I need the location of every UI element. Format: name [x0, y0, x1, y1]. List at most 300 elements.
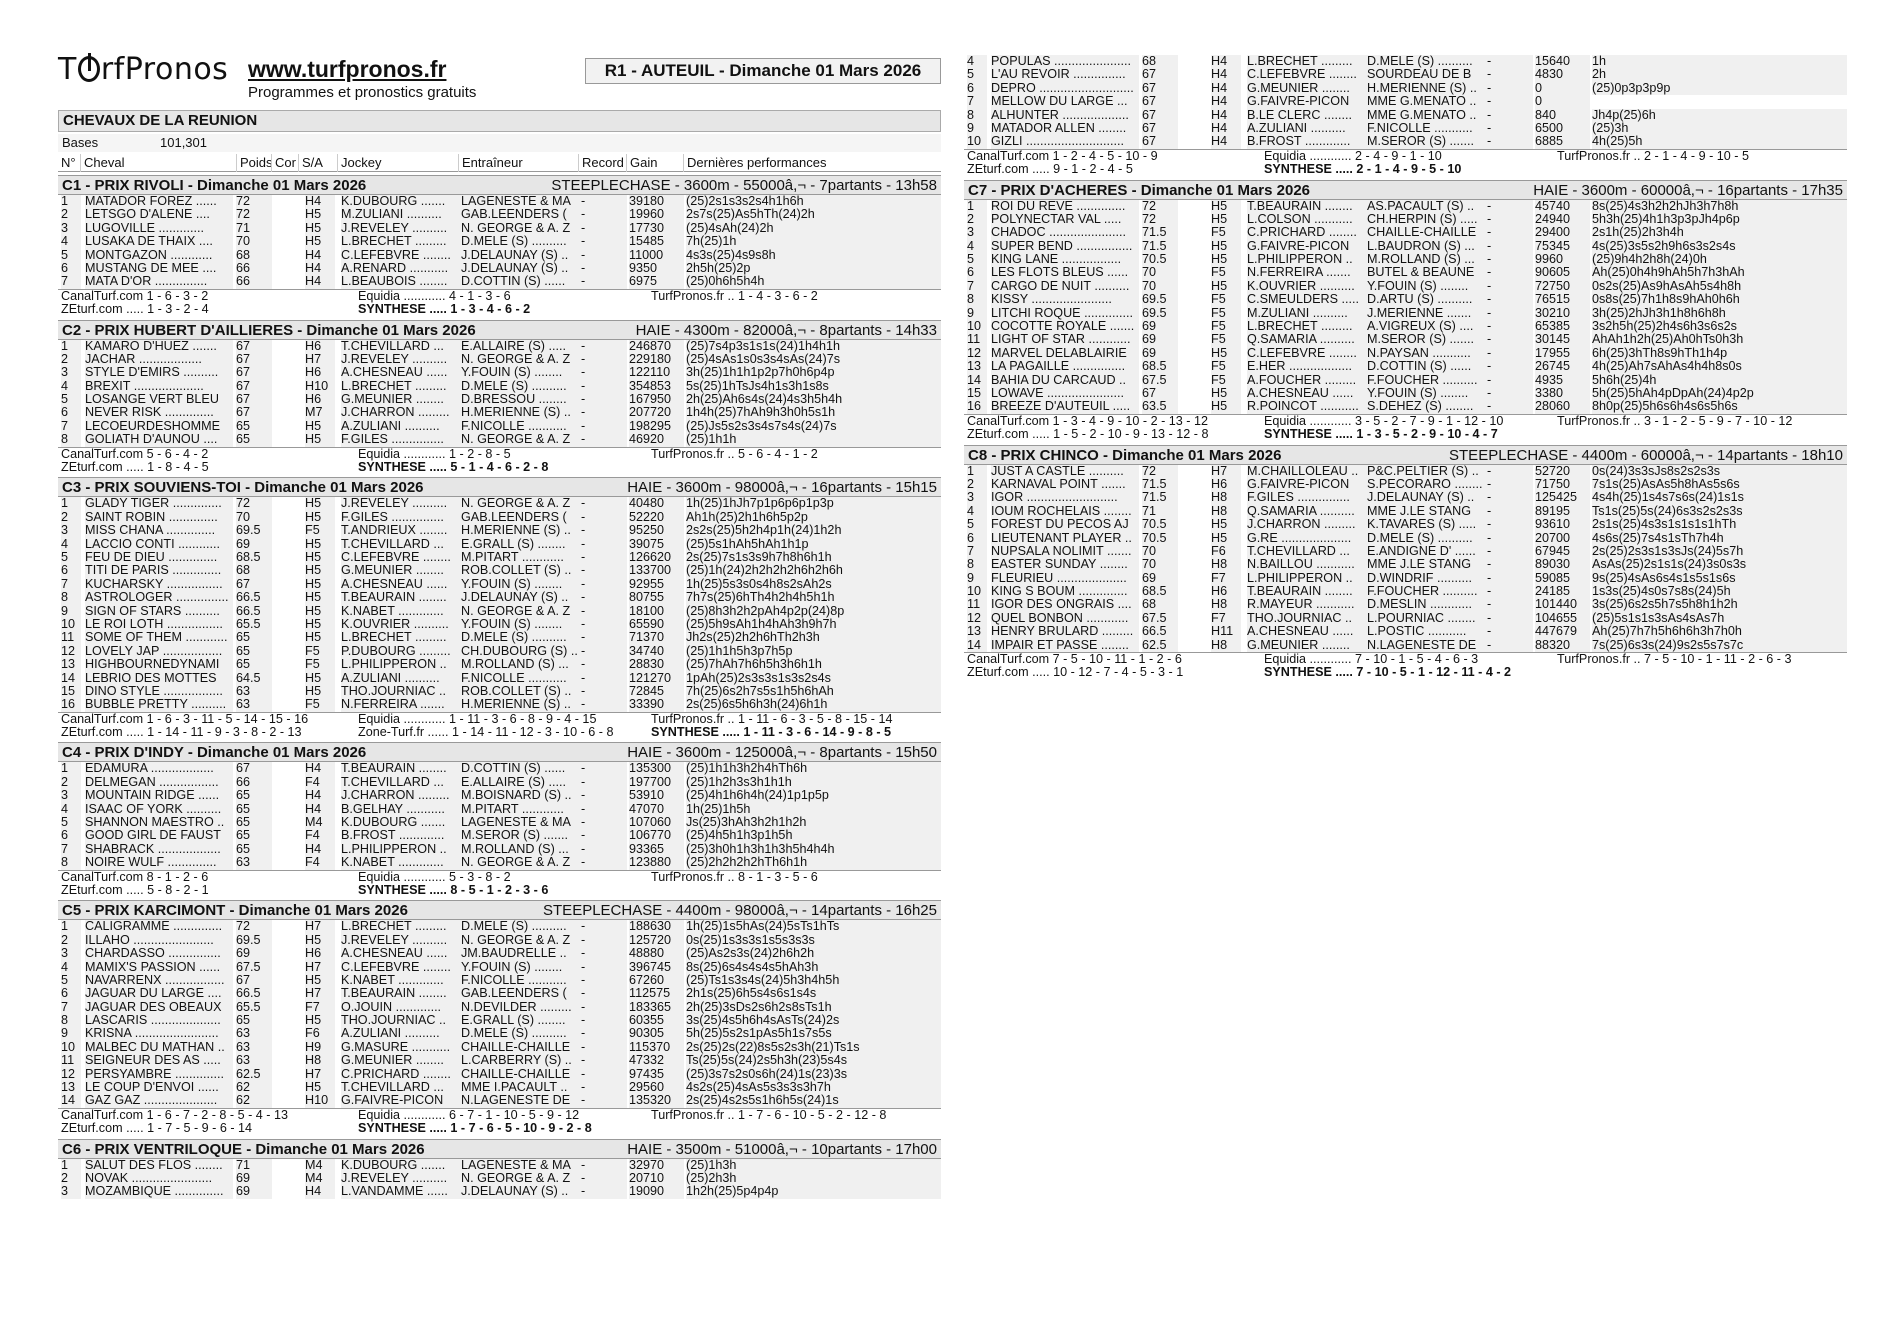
runner-trainer: H.MERIENNE (S) ..: [461, 406, 581, 419]
runner-trainer: Y.FOUIN (S) ........: [461, 366, 581, 379]
runner-weight: 66.5: [236, 591, 272, 604]
runner-gain: 20710: [629, 1172, 684, 1185]
runner-performances: 1h(25)5s3s0s4h8s2sAh2s: [686, 578, 941, 591]
site-url-link[interactable]: www.turfpronos.fr: [248, 56, 447, 82]
left-column: [58, 52, 941, 1199]
runner-sex-age: H5: [305, 420, 335, 433]
runner-sex-age: H8: [1211, 598, 1241, 611]
runner-trainer: D.COTTIN (S) ......: [461, 275, 581, 288]
runner-sex-age: F5: [305, 645, 335, 658]
runner-number: 10: [61, 618, 81, 631]
runner-jockey: T.BEAURAIN ........: [341, 762, 461, 775]
runner-jockey: M.CHAILLOLEAU ..: [1247, 465, 1367, 478]
runner-number: 4: [61, 961, 81, 974]
reunion-title: CHEVAUX DE LA REUNION: [58, 110, 941, 132]
runner-trainer: CHAILLE-CHAILLE: [461, 1068, 581, 1081]
runner-record: -: [581, 511, 627, 524]
race-title-bar: [58, 900, 941, 920]
runner-sex-age: M7: [305, 406, 335, 419]
race-info: STEEPLECHASE - 4400m - 60000â,¬ - 14partants - 18h10: [1449, 446, 1843, 464]
runner-row: [58, 856, 941, 869]
runner-number: 1: [61, 762, 81, 775]
runner-sex-age: H4: [305, 195, 335, 208]
runner-performances: (25)7s4p3s1s1s(24)1h4h1h: [686, 340, 941, 353]
runner-performances: (25)2h3h: [686, 1172, 941, 1185]
runner-row: [964, 347, 1847, 360]
runner-trainer: N. GEORGE & A. Z: [461, 353, 581, 366]
runner-performances: AsAs(25)2s1s1s(24)3s0s3s: [1592, 558, 1847, 571]
runner-gain: 48880: [629, 947, 684, 960]
runner-gain: 89195: [1535, 505, 1590, 518]
runner-jockey: T.CHEVILLARD ...: [341, 776, 461, 789]
runner-weight: 68.5: [236, 551, 272, 564]
runner-gain: 59085: [1535, 572, 1590, 585]
runner-weight: 70: [1142, 266, 1178, 279]
horse-name: NUPSALA NOLIMIT .......: [991, 545, 1139, 558]
horse-name: IMPAIR ET PASSE ........: [991, 639, 1139, 652]
runner-record: -: [581, 262, 627, 275]
race-block: [964, 55, 1847, 177]
runner-jockey: K.DUBOURG .......: [341, 816, 461, 829]
runner-trainer: LAGENESTE & MA: [461, 195, 581, 208]
race-title: C8 - PRIX CHINCO - Dimanche 01 Mars 2026: [968, 446, 1282, 464]
runner-performances: (25)9h4h2h8h(24)0h: [1592, 253, 1847, 266]
runner-trainer: D.MELE (S) ..........: [1367, 532, 1487, 545]
race-info: HAIE - 4300m - 82000â,¬ - 8partants - 14h33: [635, 321, 937, 339]
runner-jockey: R.POINCOT ...........: [1247, 400, 1367, 413]
runner-gain: 6885: [1535, 135, 1590, 148]
horse-name: POLYNECTAR VAL .....: [991, 213, 1139, 226]
runner-gain: 53910: [629, 789, 684, 802]
race-title-bar: [58, 1139, 941, 1159]
horse-name: IGOR ..........................: [991, 491, 1139, 504]
horse-name: GLADY TIGER ..............: [85, 497, 233, 510]
runner-performances: 7h(25)6s2h7s5s1h5h6hAh: [686, 685, 941, 698]
runner-record: -: [581, 947, 627, 960]
runner-jockey: THO.JOURNIAC ..: [1247, 612, 1367, 625]
runner-jockey: B.FROST .............: [1247, 135, 1367, 148]
runner-gain: 167950: [629, 393, 684, 406]
runner-trainer: E.ANDIGNE D' ......: [1367, 545, 1487, 558]
runner-gain: 67260: [629, 974, 684, 987]
runner-sex-age: F7: [305, 1001, 335, 1014]
runner-gain: 6500: [1535, 122, 1590, 135]
runner-number: 8: [61, 433, 81, 446]
runner-performances: (25)3h0h1h3h1h3h5h4h4h: [686, 843, 941, 856]
runner-gain: 125720: [629, 934, 684, 947]
runner-row: [964, 374, 1847, 387]
runner-row: [58, 658, 941, 671]
runner-jockey: C.LEFEBVRE ........: [341, 249, 461, 262]
runner-weight: 67: [236, 380, 272, 393]
prono-footer: [58, 870, 941, 898]
runner-trainer: CH.HERPIN (S) .....: [1367, 213, 1487, 226]
horse-name: MELLOW DU LARGE ...: [991, 95, 1139, 108]
runner-trainer: M.ROLLAND (S) ...: [1367, 253, 1487, 266]
runner-record: -: [1487, 612, 1533, 625]
runner-weight: 69: [236, 947, 272, 960]
runner-trainer: N. GEORGE & A. Z: [461, 497, 581, 510]
prono-source-a: CanalTurf.com 7 - 5 - 10 - 11 - 1 - 2 - 6: [967, 652, 1182, 667]
runner-trainer: SOURDEAU DE B: [1367, 68, 1487, 81]
runner-jockey: A.RENARD ...........: [341, 262, 461, 275]
runner-sex-age: H10: [305, 1094, 335, 1107]
runner-record: -: [581, 658, 627, 671]
runner-row: [964, 135, 1847, 148]
prono-source-a: CanalTurf.com 1 - 6 - 3 - 2: [61, 288, 209, 303]
runner-row: [964, 478, 1847, 491]
runner-row: [964, 387, 1847, 400]
runner-weight: 63: [236, 1054, 272, 1067]
runner-record: -: [1487, 293, 1533, 306]
runner-number: 4: [967, 505, 987, 518]
horse-name: MALBEC DU MATHAN ..: [85, 1041, 233, 1054]
runner-record: -: [581, 497, 627, 510]
runner-performances: 3h(25)2hJh3h1h8h6h8h: [1592, 307, 1847, 320]
runner-gain: 65385: [1535, 320, 1590, 333]
runner-record: -: [581, 275, 627, 288]
prono-source-b: Equidia ............ 7 - 10 - 1 - 5 - 4 - 6 - 3: [1264, 652, 1479, 667]
runner-jockey: L.BRECHET .........: [341, 920, 461, 933]
runner-gain: 28060: [1535, 400, 1590, 413]
runner-gain: 29400: [1535, 226, 1590, 239]
runner-record: -: [581, 380, 627, 393]
runner-number: 3: [61, 789, 81, 802]
horse-name: MARVEL DELABLAIRIE: [991, 347, 1139, 360]
runner-trainer: Y.FOUIN (S) ........: [461, 961, 581, 974]
horse-name: LACCIO CONTI ............: [85, 538, 233, 551]
runner-record: -: [581, 618, 627, 631]
runner-row: [58, 433, 941, 446]
runner-number: 1: [61, 340, 81, 353]
runner-performances: Jh4p(25)6h: [1592, 109, 1847, 122]
runner-number: 9: [967, 307, 987, 320]
runner-number: 3: [967, 226, 987, 239]
runner-gain: 30145: [1535, 333, 1590, 346]
runner-gain: 90305: [629, 1027, 684, 1040]
runner-row: [58, 249, 941, 262]
runner-trainer: E.GRALL (S) ........: [461, 1014, 581, 1027]
runner-number: 7: [967, 95, 987, 108]
prono-row: [58, 303, 941, 316]
runner-number: 1: [61, 195, 81, 208]
runner-performances: (25)1h1h: [686, 433, 941, 446]
runner-gain: 112575: [629, 987, 684, 1000]
turfpronos-logo: T rfPronos: [58, 52, 229, 87]
runner-gain: 107060: [629, 816, 684, 829]
horse-name: ROI DU REVE ..............: [991, 200, 1139, 213]
runner-record: -: [1487, 333, 1533, 346]
runner-trainer: N. GEORGE & A. Z: [461, 1172, 581, 1185]
right-races: [964, 55, 1847, 680]
runner-trainer: S.DEHEZ (S) ........: [1367, 400, 1487, 413]
runner-row: [58, 393, 941, 406]
runner-number: 3: [61, 222, 81, 235]
runner-row: [964, 122, 1847, 135]
runner-weight: 67: [236, 406, 272, 419]
runner-gain: 0: [1535, 82, 1590, 95]
prono-source-c: SYNTHESE ..... 1 - 11 - 3 - 6 - 14 - 9 - 8 - 5: [651, 725, 892, 740]
runner-row: [58, 631, 941, 644]
runner-record: -: [581, 1027, 627, 1040]
runner-gain: 89030: [1535, 558, 1590, 571]
runner-trainer: E.ALLAIRE (S) .....: [461, 340, 581, 353]
horse-name: KUCHARSKY ................: [85, 578, 233, 591]
runner-gain: 840: [1535, 109, 1590, 122]
runner-weight: 69: [1142, 320, 1178, 333]
prono-source-c: TurfPronos.fr .. 3 - 1 - 2 - 5 - 9 - 7 - 10 - 12: [1557, 413, 1793, 428]
runner-jockey: G.FAIVRE-PICON: [1247, 240, 1367, 253]
runner-record: -: [1487, 253, 1533, 266]
runner-weight: 72: [236, 195, 272, 208]
runner-number: 6: [61, 829, 81, 842]
runner-row: [964, 598, 1847, 611]
runner-performances: 0s(24)3s3sJs8s2s2s3s: [1592, 465, 1847, 478]
runner-record: -: [581, 1054, 627, 1067]
runner-jockey: L.BRECHET .........: [341, 631, 461, 644]
runner-jockey: T.BEAURAIN ........: [341, 987, 461, 1000]
horse-name: MATA D'OR ...............: [85, 275, 233, 288]
runner-number: 1: [61, 1159, 81, 1172]
runner-gain: 75345: [1535, 240, 1590, 253]
runner-record: -: [1487, 109, 1533, 122]
runner-sex-age: F5: [1211, 360, 1241, 373]
prono-footer: [58, 447, 941, 475]
runner-gain: 88320: [1535, 639, 1590, 652]
runner-row: [58, 511, 941, 524]
runner-number: 3: [61, 1185, 81, 1198]
runner-number: 2: [61, 208, 81, 221]
runner-performances: (25)2s1s3s2s4h1h6h: [686, 195, 941, 208]
runner-jockey: F.GILES ...............: [341, 511, 461, 524]
runner-gain: 17955: [1535, 347, 1590, 360]
runner-sex-age: H5: [305, 974, 335, 987]
runner-gain: 0: [1535, 95, 1590, 108]
runner-number: 4: [61, 235, 81, 248]
runner-performances: 8h0p(25)5h6s6h4s6s5h6s: [1592, 400, 1847, 413]
runner-performances: 4s6s(25)7s4s1sTh7h4h: [1592, 532, 1847, 545]
runner-jockey: L.PHILIPPERON ..: [341, 658, 461, 671]
runner-number: 4: [61, 803, 81, 816]
runner-performances: (25)Js5s2s3s4s7s4s(24)7s: [686, 420, 941, 433]
runner-weight: 70: [1142, 545, 1178, 558]
runner-trainer: F.NICOLLE ...........: [461, 974, 581, 987]
runner-jockey: T.CHEVILLARD ...: [341, 1081, 461, 1094]
horse-name: GOLIATH D'AUNOU ....: [85, 433, 233, 446]
runner-sex-age: H4: [305, 275, 335, 288]
runner-number: 6: [967, 532, 987, 545]
runner-jockey: E.HER ..................: [1247, 360, 1367, 373]
runner-sex-age: H5: [305, 497, 335, 510]
runner-gain: 3380: [1535, 387, 1590, 400]
col-perf: Dernières performances: [683, 154, 826, 172]
runner-gain: 15640: [1535, 55, 1590, 68]
runner-row: [964, 572, 1847, 585]
runner-performances: (25)0p3p3p9p: [1592, 82, 1847, 95]
runner-weight: 71: [1142, 505, 1178, 518]
runner-trainer: A.VIGREUX (S) ....: [1367, 320, 1487, 333]
runner-trainer: M.BOISNARD (S) ..: [461, 789, 581, 802]
runner-trainer: MME J.LE STANG: [1367, 505, 1487, 518]
runner-gain: 188630: [629, 920, 684, 933]
runner-gain: 115370: [629, 1041, 684, 1054]
runner-sex-age: H5: [305, 631, 335, 644]
runner-weight: 69: [1142, 347, 1178, 360]
runner-gain: 183365: [629, 1001, 684, 1014]
runner-record: -: [581, 524, 627, 537]
runner-number: 1: [61, 497, 81, 510]
horse-name: GOOD GIRL DE FAUST: [85, 829, 233, 842]
runner-record: -: [581, 591, 627, 604]
horse-name: EASTER SUNDAY ........: [991, 558, 1139, 571]
runner-performances: 4s(25)3s5s2h9h6s3s2s4s: [1592, 240, 1847, 253]
runner-trainer: N. GEORGE & A. Z: [461, 856, 581, 869]
runner-sex-age: H5: [1211, 280, 1241, 293]
runner-weight: 69: [236, 1185, 272, 1198]
runner-performances: (25)As2s3s(24)2h6h2h: [686, 947, 941, 960]
runner-record: -: [581, 605, 627, 618]
runner-jockey: C.LEFEBVRE ........: [1247, 347, 1367, 360]
runner-weight: 67: [236, 762, 272, 775]
runner-sex-age: H5: [1211, 253, 1241, 266]
runner-jockey: L.BRECHET .........: [1247, 55, 1367, 68]
runner-record: -: [581, 393, 627, 406]
runner-record: -: [581, 776, 627, 789]
runner-record: -: [581, 1172, 627, 1185]
prono-row: [964, 666, 1847, 679]
prono-source-a: CanalTurf.com 1 - 6 - 3 - 11 - 5 - 14 - 15 - 16: [61, 711, 309, 726]
runner-performances: 5h(25)5s2s1pAs5h1s7s5s: [686, 1027, 941, 1040]
runner-performances: 4h(25)5h: [1592, 135, 1847, 148]
runner-record: -: [1487, 266, 1533, 279]
horse-name: SUPER BEND ................: [991, 240, 1139, 253]
runner-number: 12: [61, 1068, 81, 1081]
runner-gain: 93610: [1535, 518, 1590, 531]
runner-performances: 1s3s(25)4s0s7s8s(24)5h: [1592, 585, 1847, 598]
runner-sex-age: H5: [305, 618, 335, 631]
runner-jockey: A.CHESNEAU ......: [341, 366, 461, 379]
runner-sex-age: H4: [305, 249, 335, 262]
runner-record: -: [1487, 532, 1533, 545]
col-sa: S/A: [298, 154, 323, 172]
runner-gain: 26745: [1535, 360, 1590, 373]
runner-trainer: F.FOUCHER ..........: [1367, 374, 1487, 387]
runner-gain: 11000: [629, 249, 684, 262]
site-subtitle: Programmes et pronostics gratuits: [248, 84, 477, 101]
runner-trainer: L.CARBERRY (S) ..: [461, 1054, 581, 1067]
logo-u-icon: [78, 56, 100, 82]
runner-row: [964, 293, 1847, 306]
runner-number: 5: [967, 68, 987, 81]
runner-performances: 1h: [1592, 55, 1847, 68]
prono-source-a: ZEturf.com ..... 1 - 3 - 2 - 4: [61, 302, 209, 317]
runner-sex-age: H7: [305, 987, 335, 1000]
runner-record: -: [581, 961, 627, 974]
horse-name: SEIGNEUR DES AS .....: [85, 1054, 233, 1067]
runner-row: [58, 366, 941, 379]
runner-weight: 66: [236, 262, 272, 275]
runner-row: [58, 208, 941, 221]
runner-gain: 19960: [629, 208, 684, 221]
runner-performances: 7h(25)1h: [686, 235, 941, 248]
horse-name: MAMIX'S PASSION ......: [85, 961, 233, 974]
runner-performances: (25)7hAh7h6h5h3h6h1h: [686, 658, 941, 671]
horse-name: NEVER RISK ..............: [85, 406, 233, 419]
runner-number: 14: [61, 1094, 81, 1107]
runner-record: -: [581, 208, 627, 221]
runner-record: -: [581, 645, 627, 658]
runner-trainer: N. GEORGE & A. Z: [461, 934, 581, 947]
runner-number: 14: [61, 672, 81, 685]
runner-jockey: G.MEUNIER ........: [341, 393, 461, 406]
runner-record: -: [581, 829, 627, 842]
runner-number: 2: [61, 353, 81, 366]
horse-name: MOZAMBIQUE ..............: [85, 1185, 233, 1198]
runner-record: -: [1487, 558, 1533, 571]
runner-number: 12: [967, 347, 987, 360]
prono-source-c: TurfPronos.fr .. 8 - 1 - 3 - 5 - 6: [651, 869, 818, 884]
runner-weight: 62.5: [1142, 639, 1178, 652]
runner-sex-age: H7: [305, 353, 335, 366]
runner-weight: 64.5: [236, 672, 272, 685]
runner-weight: 69.5: [236, 524, 272, 537]
runner-trainer: CH.DUBOURG (S) ..: [461, 645, 581, 658]
horse-name: LUSAKA DE THAIX ....: [85, 235, 233, 248]
runner-trainer: LAGENESTE & MA: [461, 1159, 581, 1172]
runner-sex-age: F5: [305, 658, 335, 671]
runner-sex-age: H5: [305, 551, 335, 564]
runner-performances: 8s(25)4s3h2h2hJh3h7h8h: [1592, 200, 1847, 213]
runner-number: 2: [61, 511, 81, 524]
runner-gain: 447679: [1535, 625, 1590, 638]
runner-jockey: A.CHESNEAU ......: [341, 947, 461, 960]
runner-weight: 69.5: [1142, 293, 1178, 306]
runner-gain: 71750: [1535, 478, 1590, 491]
runner-row: [58, 1081, 941, 1094]
horse-name: LIGHT OF STAR ............: [991, 333, 1139, 346]
runner-record: -: [581, 803, 627, 816]
horse-name: LES FLOTS BLEUS ......: [991, 266, 1139, 279]
runner-weight: 66: [236, 776, 272, 789]
race-block: [58, 320, 941, 475]
prono-source-b: SYNTHESE ..... 8 - 5 - 1 - 2 - 3 - 6: [358, 882, 549, 897]
runner-gain: 47332: [629, 1054, 684, 1067]
runner-number: 15: [967, 387, 987, 400]
runner-jockey: L.PHILIPPERON ..: [1247, 253, 1367, 266]
horse-name: BUBBLE PRETTY ..........: [85, 698, 233, 711]
runner-number: 4: [967, 55, 987, 68]
runner-sex-age: M4: [305, 816, 335, 829]
runner-trainer: D.COTTIN (S) ......: [461, 762, 581, 775]
runner-gain: 126620: [629, 551, 684, 564]
runner-trainer: D.MELE (S) ..........: [461, 235, 581, 248]
runner-jockey: J.REVELEY ..........: [341, 934, 461, 947]
runner-weight: 68: [236, 249, 272, 262]
runner-trainer: N. GEORGE & A. Z: [461, 222, 581, 235]
runner-record: -: [581, 538, 627, 551]
runner-sex-age: H4: [305, 843, 335, 856]
runner-sex-age: F7: [1211, 572, 1241, 585]
runner-performances: 0s2s(25)As9hAsAh5s4h8h: [1592, 280, 1847, 293]
runner-row: [58, 618, 941, 631]
runner-gain: 65590: [629, 618, 684, 631]
runner-record: -: [581, 789, 627, 802]
prono-row: [964, 415, 1847, 428]
runner-weight: 65: [236, 816, 272, 829]
runner-row: [964, 240, 1847, 253]
runner-jockey: B.FROST .............: [341, 829, 461, 842]
runner-record: -: [1487, 585, 1533, 598]
